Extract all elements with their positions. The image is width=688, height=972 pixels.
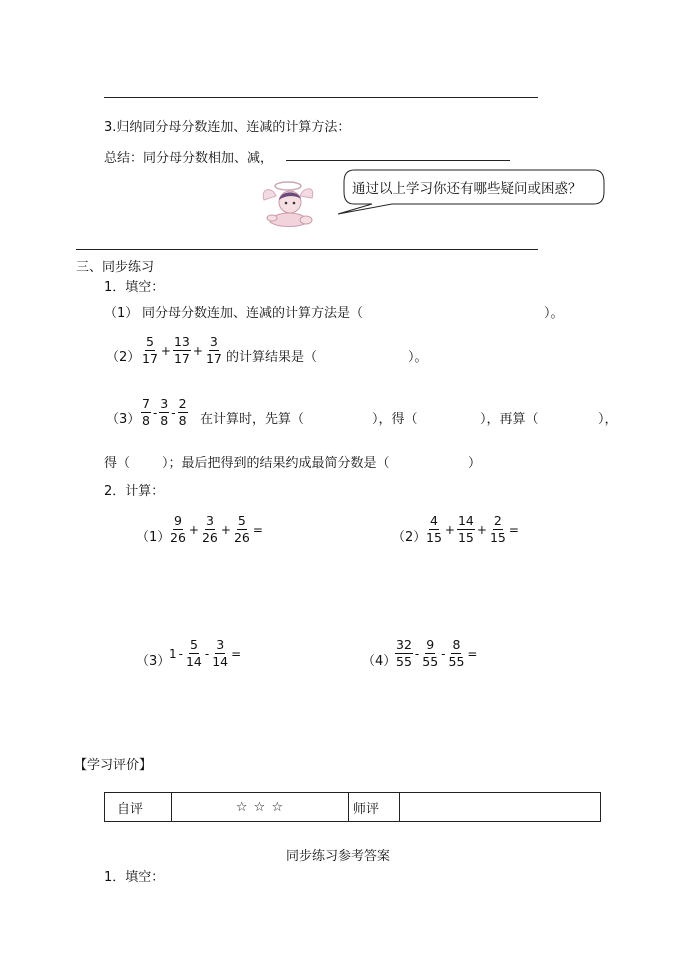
answers-fill-title: 1．填空： xyxy=(104,870,165,885)
teacher-eval-label: 师评 xyxy=(349,793,400,822)
equals-sign: = xyxy=(252,522,263,537)
c3-expression xyxy=(168,638,242,669)
operator: - xyxy=(414,646,420,661)
teacher-eval-cell[interactable] xyxy=(400,793,601,822)
operator: - xyxy=(178,646,183,661)
summary-label: 总结：同分母分数相加、减， xyxy=(104,151,274,166)
q2-text-after: ）。 xyxy=(408,350,428,365)
c2-expression xyxy=(424,514,520,545)
operator: + xyxy=(444,522,455,537)
divider-top xyxy=(104,97,538,98)
fill-title: 1．填空： xyxy=(104,280,165,295)
fraction: $\frac{9}{55}$ xyxy=(422,637,439,669)
q1-label: （1） xyxy=(104,306,139,321)
angel-mascot-icon xyxy=(258,178,318,230)
q3-label: （3） xyxy=(106,412,141,427)
q2-label: （2） xyxy=(106,350,141,365)
operator: + xyxy=(192,343,203,358)
equals-sign: = xyxy=(508,522,519,537)
operator: + xyxy=(188,522,199,537)
evaluation-heading: 【学习评价】 xyxy=(74,758,153,773)
fraction: $\frac{5}{17}$ xyxy=(142,334,158,366)
fraction: $\frac{2}{15}$ xyxy=(489,513,506,545)
fraction: $\frac{2}{8}$ xyxy=(178,396,187,428)
equals-sign: = xyxy=(231,646,242,661)
q3-text-4: ）， xyxy=(598,412,618,427)
q1-text-after: ）。 xyxy=(544,306,564,321)
fraction: $\frac{4}{15}$ xyxy=(426,513,442,545)
leading-number: 1 xyxy=(169,646,177,661)
fraction: $\frac{8}{55}$ xyxy=(448,637,465,669)
q1-text-before: 同分母分数连加、连减的计算方法是（ xyxy=(142,306,364,321)
q3-line2-c: ） xyxy=(468,456,482,471)
fraction: $\frac{32}{55}$ xyxy=(396,637,412,669)
summary-item-3: 3.归纳同分母分数连加、连减的计算方法： xyxy=(104,120,351,135)
summary-answer-line xyxy=(286,160,510,161)
operator: - xyxy=(171,405,176,420)
fraction: $\frac{3}{17}$ xyxy=(205,334,222,366)
bubble-text: 通过以上学习你还有哪些疑问或困惑？ xyxy=(352,181,582,197)
c4-expression xyxy=(394,638,478,669)
fraction: $\frac{5}{26}$ xyxy=(233,513,250,545)
operator: + xyxy=(160,343,171,358)
equals-sign: = xyxy=(467,646,478,661)
c4-label: （4） xyxy=(362,654,397,669)
c1-expression xyxy=(168,514,264,545)
q3-text-3: ），再算（ xyxy=(480,412,539,427)
q3-text-1: 在计算时，先算（ xyxy=(200,412,305,427)
self-eval-label: 自评 xyxy=(105,793,172,822)
evaluation-table xyxy=(104,792,601,822)
c1-label: （1） xyxy=(136,530,171,545)
q2-text-before: 的计算结果是（ xyxy=(226,350,318,365)
operator: - xyxy=(441,646,446,661)
c3-label: （3） xyxy=(136,654,171,669)
answers-title: 同步练习参考答案 xyxy=(286,849,391,864)
section3-heading: 三、同步练习 xyxy=(76,260,155,275)
calc-title: 2．计算： xyxy=(104,484,165,499)
q2-expression xyxy=(140,335,224,366)
q3-expression xyxy=(140,397,189,428)
fraction: $\frac{3}{8}$ xyxy=(160,396,169,428)
self-eval-stars[interactable]: ☆ ☆ ☆ xyxy=(172,793,349,822)
operator: - xyxy=(152,405,158,420)
q3-text-2: ），得（ xyxy=(372,412,418,427)
q3-line2-a: 得（ xyxy=(104,456,131,471)
fraction: $\frac{5}{14}$ xyxy=(185,637,202,669)
fraction: $\frac{13}{17}$ xyxy=(173,334,190,366)
fraction: $\frac{7}{8}$ xyxy=(142,396,150,428)
divider-section3 xyxy=(76,249,538,250)
fraction: $\frac{3}{26}$ xyxy=(201,513,218,545)
fraction: $\frac{9}{26}$ xyxy=(170,513,186,545)
operator: + xyxy=(220,522,231,537)
fraction: $\frac{3}{14}$ xyxy=(212,637,229,669)
c2-label: （2） xyxy=(392,530,427,545)
fraction: $\frac{14}{15}$ xyxy=(457,513,474,545)
operator: + xyxy=(476,522,487,537)
operator: - xyxy=(204,646,210,661)
q3-line2-b: ）；最后把得到的结果约成最简分数是（ xyxy=(162,456,390,471)
